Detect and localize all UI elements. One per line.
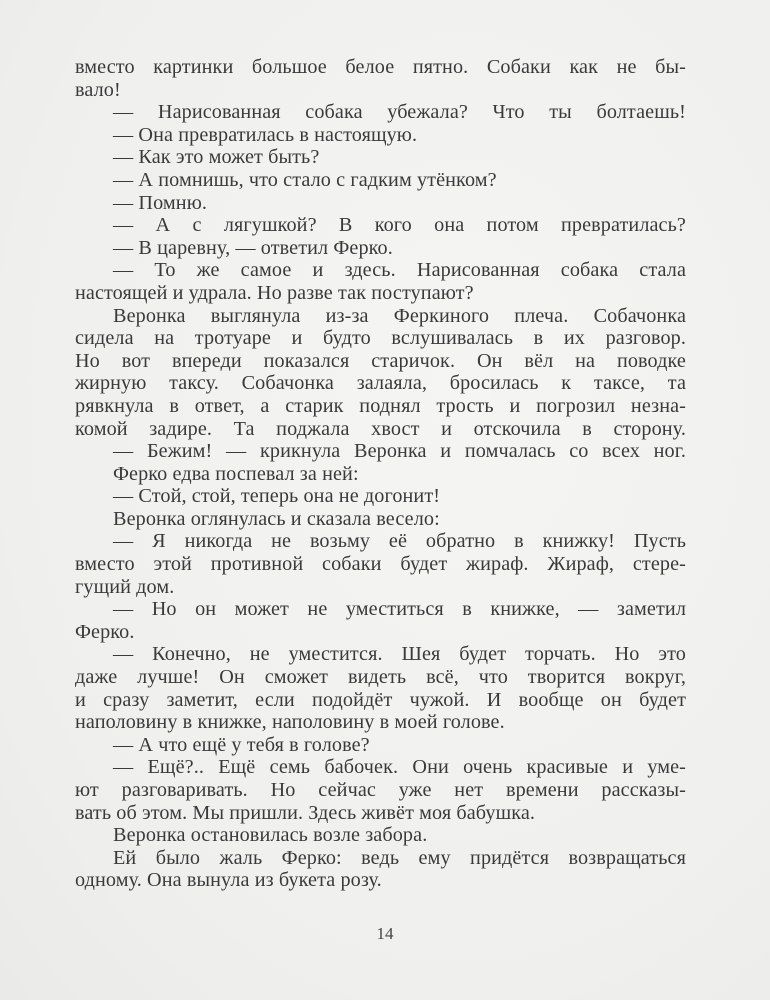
page-body-text xyxy=(75,56,686,892)
text-line: Ферко едва поспевал за ней: xyxy=(113,462,359,485)
text-line: Ей было жаль Ферко: ведь ему придётся возвращаться xyxy=(113,846,686,869)
text-line: наполовину в книжке, наполовину в моей голове. xyxy=(75,711,505,734)
text-line: рявкнула в ответ, а старик поднял трость и погрозил незна- xyxy=(75,394,686,417)
text-line: — Но он может не уместиться в книжке, — заметил xyxy=(113,598,686,621)
text-line: комой задире. Та поджала хвост и отскочила в сторону. xyxy=(75,417,686,440)
text-line: гущий дом. xyxy=(75,575,175,598)
text-line: настоящей и удрала. Но разве так поступают? xyxy=(75,281,474,304)
text-line: — А с лягушкой? В кого она потом превратилась? xyxy=(113,214,686,237)
text-line: Веронка выглянула из-за Феркиного плеча. Собачонка xyxy=(113,304,686,327)
text-line: вать об этом. Мы пришли. Здесь живёт моя бабушка. xyxy=(75,801,536,824)
text-line: — Конечно, не уместится. Шея будет торчать. Но это xyxy=(113,643,686,666)
text-line: — А что ещё у тебя в голове? xyxy=(113,733,370,756)
text-line: Веронка остановилась возле забора. xyxy=(113,824,428,847)
text-line: Ферко. xyxy=(75,620,135,643)
text-line: — А помнишь, что стало с гадким утёнком? xyxy=(113,168,497,191)
text-line: — Стой, стой, теперь она не догонит! xyxy=(113,485,441,508)
text-line: ют разговаривать. Но сейчас уже нет времени рассказы- xyxy=(75,779,686,801)
text-line: — Нарисованная собака убежала? Что ты болтаешь! xyxy=(113,101,686,124)
text-line: и сразу заметит, если подойдёт чужой. И вообще он будет xyxy=(75,688,686,711)
text-line: сидела на тротуаре и будто вслушивалась в их разговор. xyxy=(75,327,686,350)
page-number: 14 xyxy=(376,924,394,943)
text-line: — Помню. xyxy=(113,191,208,214)
text-line: одному. Она вынула из букета розу. xyxy=(75,869,382,892)
text-line: — Как это может быть? xyxy=(113,146,320,169)
text-line: даже лучше! Он сможет видеть всё, что творится вокруг, xyxy=(75,666,686,689)
text-line: — Бежим! — крикнула Веронка и помчалась со всех ног. xyxy=(113,440,686,463)
text-line: жирную таксу. Собачонка залаяла, бросилась к таксе, та xyxy=(75,372,686,395)
text-line: — В царевну, — ответил Ферко. xyxy=(113,236,393,259)
text-line: Но вот впереди показался старичок. Он вёл на поводке xyxy=(75,349,686,372)
text-line: Веронка оглянулась и сказала весело: xyxy=(113,507,440,530)
text-line: — То же самое и здесь. Нарисованная собака стала xyxy=(113,259,686,282)
text-line: вместо этой противной собаки будет жираф. Жираф, стере- xyxy=(75,553,686,576)
text-line: вало! xyxy=(75,78,121,101)
text-line: вместо картинки большое белое пятно. Собаки как не бы- xyxy=(75,56,686,78)
text-line: — Она превратилась в настоящую. xyxy=(113,123,418,146)
text-line: — Ещё?.. Ещё семь бабочек. Они очень красивые и уме- xyxy=(113,756,686,779)
text-line: — Я никогда не возьму её обратно в книжку! Пусть xyxy=(113,530,686,553)
